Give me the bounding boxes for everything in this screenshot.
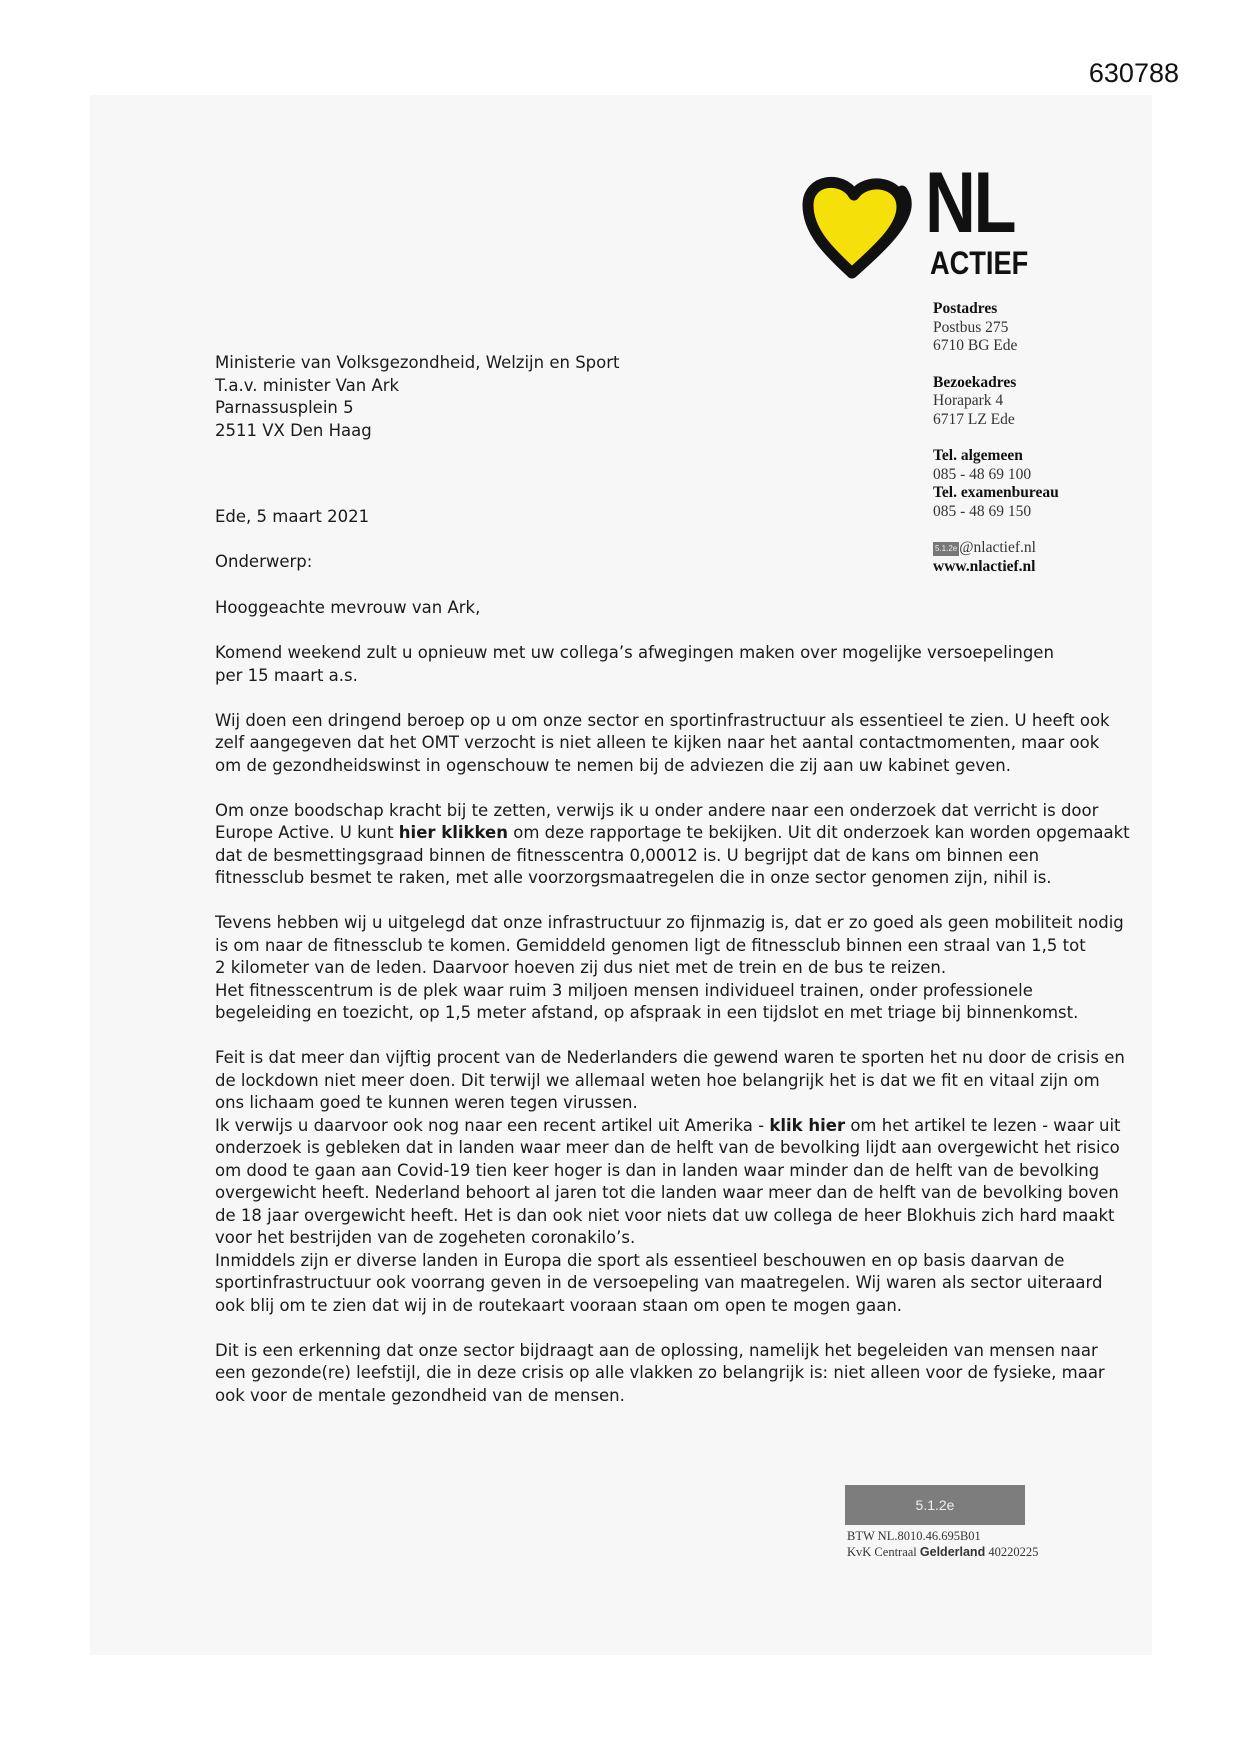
body-line: begeleiding en toezicht, op 1,5 meter afstand, op afspraak in een tijdslot en met triage bij binnenkomst. [215, 1003, 1079, 1022]
hier-klikken-link[interactable]: hier klikken [398, 823, 508, 842]
body-line: Dit is een erkenning dat onze sector bijdraagt aan de oplossing, namelijk het begeleiden van mensen naar [215, 1340, 1098, 1360]
recipient-line: Parnassusplein 5 [215, 398, 354, 417]
body-line: zelf aangegeven dat het OMT verzocht is niet alleen te kijken naar het aantal contactmomenten, maar ook [215, 733, 1100, 752]
body-text: om deze rapportage te bekijken. Uit dit onderzoek kan worden opgemaakt [508, 823, 1130, 842]
postadres-label: Postadres [933, 300, 998, 317]
email-redaction: 5.1.2e [933, 542, 959, 556]
sender-details [933, 300, 1059, 576]
recipient-line: T.a.v. minister Van Ark [215, 375, 400, 395]
recipient-address [215, 352, 620, 442]
body-line: per 15 maart a.s. [215, 665, 358, 685]
body-line: ook voor de mentale gezondheid van de mensen. [215, 1385, 625, 1405]
tel-algemeen-label: Tel. algemeen [933, 447, 1023, 464]
body-line: onderzoek is gebleken dat in landen waar meer dan de helft van de bevolking lijdt aan overgewicht het risico [215, 1138, 1120, 1157]
paragraph-2 [215, 710, 1110, 778]
bezoekadres-line: 6717 LZ Ede [933, 410, 1015, 428]
btw-number: BTW NL.8010.46.695B01 [847, 1529, 981, 1543]
body-line: Feit is dat meer dan vijftig procent van de Nederlanders die gewend waren te sporten het nu door de crisis en [215, 1048, 1125, 1067]
body-line: is om naar de fitnessclub te komen. Gemiddeld genomen ligt de fitnessclub binnen een straal van 1,5 tot [215, 935, 1086, 955]
bezoekadres-label: Bezoekadres [933, 373, 1017, 391]
klik-hier-link[interactable]: klik hier [769, 1115, 846, 1135]
body-text: om het artikel te lezen - waar uit [845, 1115, 1121, 1135]
postadres-line: Postbus 275 [933, 318, 1009, 336]
website-link[interactable]: www.nlactief.nl [933, 557, 1036, 575]
body-line: ons lichaam goed te kunnen weren tegen virussen. [215, 1093, 638, 1112]
email-domain: @nlactief.nl [959, 539, 1036, 556]
kvk-line [847, 1544, 1038, 1560]
kvk-number: 40220225 [988, 1545, 1039, 1559]
body-text: Ik verwijs u daarvoor ook nog naar een recent artikel uit Amerika - [215, 1115, 770, 1135]
body-line: Wij doen een dringend beroep op u om onze sector en sportinfrastructuur als essentieel te zien. U heeft ook [215, 710, 1110, 730]
kvk-region: Gelderland [919, 1545, 986, 1559]
body-line: Inmiddels zijn er diverse landen in Europa die sport als essentieel beschouwen en op basis daarvan de [215, 1250, 1065, 1270]
heart-yellow-fill [808, 182, 902, 273]
paragraph-4 [215, 912, 1124, 1025]
date-line: Ede, 5 maart 2021 [215, 507, 370, 526]
footer-redaction-box: 5.1.2e [845, 1485, 1025, 1525]
tel-examenbureau-label: Tel. examenbureau [933, 484, 1059, 501]
body-line: voor het bestrijden van de zogeheten coronakilo’s. [215, 1228, 636, 1247]
bezoekadres-line: Horapark 4 [933, 392, 1004, 409]
body-line: Tevens hebben wij u uitgelegd dat onze infrastructuur zo fijnmazig is, dat er zo goed als geen mobiliteit nodig [215, 913, 1124, 932]
body-line: de lockdown niet meer doen. Dit terwijl we allemaal weten hoe belangrijk het is dat we fit en vitaal zijn om [215, 1070, 1100, 1090]
tel-examenbureau-number: 085 - 48 69 150 [933, 502, 1032, 520]
paragraph-5 [215, 1047, 1125, 1317]
subject-line: Onderwerp: [215, 552, 313, 571]
body-line: sportinfrastructuur ook voorrang geven in de versoepeling van maatregelen. Wij waren als sector uiteraard [215, 1273, 1103, 1292]
body-line: fitnessclub besmet te raken, met alle voorzorgsmaatregelen die in onze sector genomen zijn, nihil is. [215, 868, 1052, 887]
paragraph-3 [215, 800, 1130, 890]
footer-registration [847, 1528, 1038, 1560]
recipient-line: Ministerie van Volksgezondheid, Welzijn en Sport [215, 353, 620, 372]
body-line [215, 1115, 1121, 1138]
salutation: Hooggeachte mevrouw van Ark, [215, 598, 481, 617]
logo-actief-text: ACTIEF [930, 245, 1029, 281]
body-line: Het fitnesscentrum is de plek waar ruim 3 miljoen mensen individueel trainen, onder professionele [215, 980, 1033, 1000]
paragraph-6 [215, 1340, 1105, 1408]
body-line: Komend weekend zult u opnieuw met uw collega’s afwegingen maken over mogelijke versoepelingen [215, 643, 1054, 662]
body-line: 2 kilometer van de leden. Daarvoor hoeven zij dus niet met de trein en de bus te reizen. [215, 958, 947, 977]
tel-algemeen-number: 085 - 48 69 100 [933, 465, 1032, 483]
postadres-line: 6710 BG Ede [933, 337, 1018, 354]
body-line: ook blij om te zien dat wij in de routekaart vooraan staan om open te mogen gaan. [215, 1295, 903, 1315]
body-line: Om onze boodschap kracht bij te zetten, verwijs ik u onder andere naar een onderzoek dat verricht is door [215, 800, 1099, 820]
body-line: een gezonde(re) leefstijl, die in deze crisis op alle vlakken zo belangrijk is: niet alleen voor de fysieke, maar [215, 1363, 1105, 1382]
body-line: om dood te gaan aan Covid-19 tien keer hoger is dan in landen waar minder dan de helft van de bevolking [215, 1160, 1100, 1180]
logo-nl-text: NL [925, 155, 1015, 251]
document-number: 630788 [1088, 58, 1179, 88]
body-line: om de gezondheidswinst in ogenschouw te nemen bij de adviezen die zij aan uw kabinet geven. [215, 755, 1011, 775]
body-line: dat de besmettingsgraad binnen de fitnesscentra 0,00012 is. U begrijpt dat de kans om binnen een [215, 845, 1040, 865]
recipient-line: 2511 VX Den Haag [215, 420, 372, 440]
body-line: de 18 jaar overgewicht heeft. Het is dan ook niet voor niets dat uw collega de heer Blokhuis zich hard maakt [215, 1205, 1115, 1225]
body-line: overgewicht heeft. Nederland behoort al jaren tot die landen waar meer dan de helft van de bevolking boven [215, 1183, 1119, 1202]
email-line[interactable] [933, 539, 1059, 558]
body-text: Europe Active. U kunt [215, 823, 399, 842]
letter-body [215, 597, 1130, 1430]
body-line [215, 822, 1130, 845]
kvk-prefix: KvK Centraal [847, 1545, 920, 1559]
paragraph-1 [215, 642, 1054, 687]
